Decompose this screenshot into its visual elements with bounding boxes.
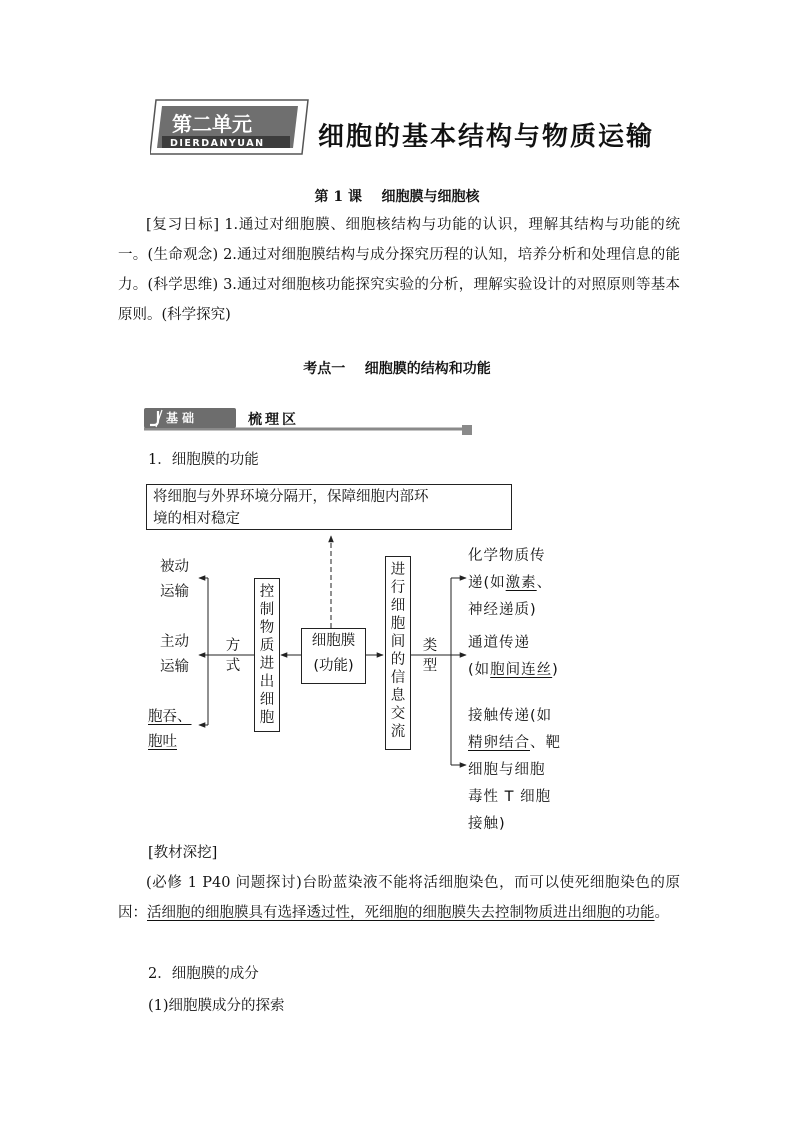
- cont-fertilization: 精卵结合: [468, 735, 530, 751]
- cont-line5: 接触): [468, 816, 506, 832]
- chemical-transmission: [468, 543, 552, 624]
- chem-line3: 神经递质): [468, 602, 537, 618]
- heading-membrane-composition: 2．细胞膜的成分: [148, 966, 259, 982]
- cont-line1: 接触传递(如: [468, 708, 553, 724]
- control-transport-text: 控 制 物 质 进 出 细 胞: [259, 584, 275, 726]
- chan-line2c: ): [552, 662, 559, 678]
- passive-line2: 运输: [160, 584, 189, 600]
- mode-label: 方 式: [225, 638, 241, 674]
- type-label: 类 型: [422, 638, 438, 674]
- unit-badge-sub: DIERDANYUAN: [170, 138, 265, 149]
- control-transport-box: [254, 578, 280, 732]
- isolation-box: [146, 484, 512, 530]
- section-label: 梳理区: [248, 412, 299, 428]
- info-exchange-box: [385, 556, 411, 750]
- heading-composition-exploration: (1)细胞膜成分的探索: [148, 998, 285, 1014]
- info-exchange-text: 进 行 细 胞 间 的 信 息 交 流: [390, 562, 406, 740]
- textbook-question: (必修 1 P40 问题探讨)台盼蓝染液不能将活细胞染色，而可以使死细胞染色的原因：: [118, 875, 680, 921]
- passive-line1: 被动: [160, 559, 189, 575]
- contact-transmission: [468, 703, 561, 838]
- unit-badge-label: 第二单元: [172, 112, 252, 136]
- chem-line2c: 、: [536, 575, 553, 591]
- heading-membrane-function: 1．细胞膜的功能: [148, 452, 259, 468]
- chan-line2a: (如: [468, 662, 491, 678]
- channel-transmission: [468, 630, 559, 684]
- textbook-label: [教材深挖]: [148, 845, 218, 861]
- endo-exocytosis: [148, 705, 192, 755]
- cont-line4: 毒性 T 细胞: [468, 789, 552, 805]
- cont-line2b: 、靶: [530, 735, 561, 751]
- chan-line1: 通道传递: [468, 635, 530, 651]
- center-line1: 细胞膜: [311, 633, 356, 649]
- chan-plasmodesmata: 胞间连丝: [490, 662, 553, 678]
- lesson-title: 第 1 课 细胞膜与细胞核: [314, 189, 480, 205]
- isolation-line2: 境的相对稳定: [153, 511, 240, 527]
- center-line2: (功能): [313, 658, 354, 674]
- section-badge-text: 基础: [166, 411, 199, 425]
- passive-transport: [160, 555, 189, 605]
- endo-line2: 胞吐: [148, 734, 177, 750]
- chem-line1: 化学物质传: [468, 548, 546, 564]
- textbook-answer: 活细胞的细胞膜具有选择透过性，死细胞的细胞膜失去控制物质进出细胞的功能: [147, 905, 655, 921]
- textbook-end: 。: [654, 905, 669, 921]
- review-goals: [复习日标] 1.通过对细胞膜、细胞核结构与功能的认识，理解其结构与功能的统一。(生命观念) 2.通过对细胞膜结构与成分探究历程的认知，培养分析和处理信息的能力。(科学思维) 3.通过对细胞核功能探究实验的分析，理解实验设计的对照原则等基本原则。(科学探究): [118, 217, 680, 323]
- endo-line1: 胞吞、: [148, 709, 192, 725]
- chem-line2a: 递(如: [468, 575, 506, 591]
- active-line1: 主动: [160, 634, 189, 650]
- active-line2: 运输: [160, 659, 189, 675]
- kaodian-title: 考点一 细胞膜的结构和功能: [303, 361, 491, 377]
- active-transport: [160, 630, 189, 680]
- unit-title: 细胞的基本结构与物质运输: [318, 122, 655, 152]
- center-box: [301, 628, 366, 684]
- textbook-paragraph: [118, 868, 680, 928]
- cont-line3: 细胞与细胞: [468, 762, 546, 778]
- chem-hormone: 激素: [505, 575, 537, 591]
- isolation-line1: 将细胞与外界环境分隔开，保障细胞内部环: [153, 489, 429, 505]
